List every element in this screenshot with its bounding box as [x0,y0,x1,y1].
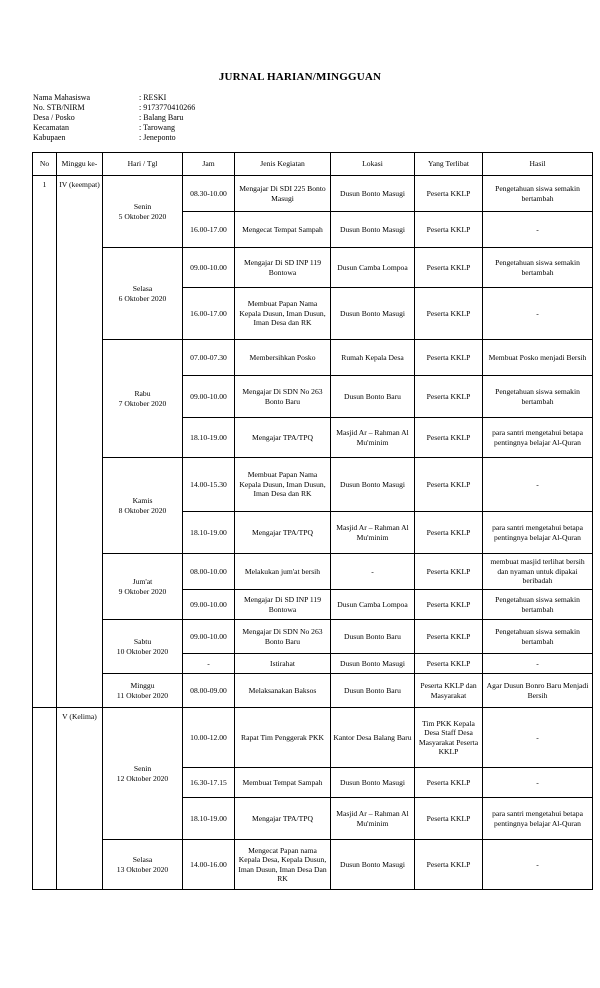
cell-hasil: Pengetahuan siswa semakin bertambah [483,248,593,288]
cell-jam: 16.00-17.00 [183,212,235,248]
cell-terlibat: Peserta KKLP [415,376,483,418]
table-row [33,708,593,768]
day-name: Selasa [132,855,153,864]
info-value: : 9173770410266 [139,103,196,112]
cell-kegiatan: Mengajar Di SDN No 263 Bonto Baru [235,620,331,654]
cell-kegiatan: Melakukan jum'at bersih [235,554,331,590]
day-name: Sabtu [133,637,152,646]
cell-terlibat: Tim PKK Kepala Desa Staff Desa Masyarakat Peserta KKLP [415,708,483,768]
cell-terlibat: Peserta KKLP [415,288,483,340]
info-value: : RESKI [139,93,167,102]
cell-hasil: Agar Dusun Bonro Baru Menjadi Bersih [483,674,593,708]
cell-jam: 09.00-10.00 [183,620,235,654]
cell-lokasi: Dusun Bonto Masugi [331,654,415,674]
info-row [33,133,195,143]
cell-kegiatan: Rapat Tim Penggerak PKK [235,708,331,768]
cell-jam: 18.10-19.00 [183,418,235,458]
cell-terlibat: Peserta KKLP [415,512,483,554]
cell-lokasi: Kantor Desa Balang Baru [331,708,415,768]
cell-kegiatan: Mengajar Di SD INP 119 Bontowa [235,590,331,620]
day-name: Selasa [132,284,153,293]
day-cell [103,248,183,340]
info-row [33,113,195,123]
cell-kegiatan: Membersihkan Posko [235,340,331,376]
cell-jam: 18.10-19.00 [183,798,235,840]
day-name: Rabu [134,389,151,398]
cell-kegiatan: Mengecat Tempat Sampah [235,212,331,248]
row-number: 1 [33,176,57,708]
day-date: 13 Oktober 2020 [116,864,169,874]
cell-hasil: para santri mengetahui betapa pentingnya belajar Al-Quran [483,512,593,554]
day-date: 9 Oktober 2020 [118,586,167,596]
header-jam: Jam [183,153,235,176]
day-cell [103,674,183,708]
cell-hasil: Membuat Posko menjadi Bersih [483,340,593,376]
cell-jam: 08.30-10.00 [183,176,235,212]
day-date: 10 Oktober 2020 [116,646,169,656]
day-name: Senin [133,764,152,773]
week-label: IV (keempat) [57,176,103,708]
header-minggu: Minggu ke- [57,153,103,176]
cell-jam: 18.10-19.00 [183,512,235,554]
page-title: JURNAL HARIAN/MINGGUAN [218,71,382,83]
cell-lokasi: - [331,554,415,590]
day-name: Senin [133,202,152,211]
cell-hasil: - [483,840,593,890]
cell-hasil: - [483,708,593,768]
cell-jam: 14.00-15.30 [183,458,235,512]
cell-lokasi: Dusun Camba Lompoa [331,248,415,288]
day-cell [103,840,183,890]
cell-lokasi: Dusun Bonto Baru [331,376,415,418]
cell-terlibat: Peserta KKLP [415,798,483,840]
info-row [33,123,195,133]
cell-terlibat: Peserta KKLP [415,840,483,890]
cell-hasil: - [483,458,593,512]
cell-hasil: - [483,768,593,798]
student-info [33,93,195,143]
info-value: : Tarowang [139,123,175,132]
day-name: Minggu [130,681,155,690]
cell-lokasi: Rumah Kepala Desa [331,340,415,376]
cell-kegiatan: Mengajar TPA/TPQ [235,418,331,458]
cell-hasil: Pengetahuan siswa semakin bertambah [483,176,593,212]
info-label: Kecamatan [33,123,69,132]
cell-terlibat: Peserta KKLP [415,418,483,458]
cell-kegiatan: Melaksanakan Baksos [235,674,331,708]
cell-jam: 09.00-10.00 [183,376,235,418]
day-date: 12 Oktober 2020 [116,773,169,783]
cell-kegiatan: Mengajar Di SDI 225 Bonto Masugi [235,176,331,212]
day-name: Jum'at [132,577,153,586]
table-header [33,153,593,176]
info-value: : Balang Baru [139,113,184,122]
cell-kegiatan: Mengajar Di SD INP 119 Bontowa [235,248,331,288]
cell-lokasi: Dusun Bonto Masugi [331,768,415,798]
cell-kegiatan: Membuat Papan Nama Kepala Dusun, Iman Dusun, Iman Desa dan RK [235,288,331,340]
table-row [33,458,593,512]
cell-lokasi: Dusun Bonto Masugi [331,458,415,512]
day-cell [103,458,183,554]
table-row [33,554,593,590]
info-label: Kabupaen [33,133,66,142]
header-kegiatan: Jenis Kegiatan [235,153,331,176]
cell-lokasi: Masjid Ar – Rahman Al Mu'minim [331,798,415,840]
day-cell [103,176,183,248]
day-cell [103,708,183,840]
table-row [33,674,593,708]
cell-lokasi: Dusun Bonto Masugi [331,840,415,890]
cell-hasil: - [483,288,593,340]
cell-hasil: Pengetahuan siswa semakin bertambah [483,620,593,654]
cell-kegiatan: Mengajar TPA/TPQ [235,798,331,840]
cell-jam: 10.00-12.00 [183,708,235,768]
cell-kegiatan: Membuat Tempat Sampah [235,768,331,798]
cell-lokasi: Masjid Ar – Rahman Al Mu'minim [331,418,415,458]
cell-jam: 09.00-10.00 [183,248,235,288]
cell-jam: - [183,654,235,674]
header-lokasi: Lokasi [331,153,415,176]
cell-kegiatan: Istirahat [235,654,331,674]
info-label: No. STB/NIRM [33,103,85,112]
day-name: Kamis [132,496,153,505]
cell-terlibat: Peserta KKLP [415,590,483,620]
table-row [33,340,593,376]
day-date: 11 Oktober 2020 [116,690,169,700]
info-label: Desa / Posko [33,113,75,122]
cell-kegiatan: Membuat Papan Nama Kepala Dusun, Iman Dusun, Iman Desa dan RK [235,458,331,512]
cell-lokasi: Masjid Ar – Rahman Al Mu'minim [331,512,415,554]
table-row [33,840,593,890]
cell-jam: 07.00-07.30 [183,340,235,376]
journal-table [32,152,593,890]
cell-terlibat: Peserta KKLP [415,212,483,248]
table-row [33,176,593,212]
cell-kegiatan: Mengajar Di SDN No 263 Bonto Baru [235,376,331,418]
header-hasil: Hasil [483,153,593,176]
cell-terlibat: Peserta KKLP [415,176,483,212]
cell-terlibat: Peserta KKLP dan Masyarakat [415,674,483,708]
cell-jam: 16.00-17.00 [183,288,235,340]
cell-terlibat: Peserta KKLP [415,554,483,590]
cell-hasil: - [483,212,593,248]
week-label: V (Kelima) [57,708,103,890]
cell-terlibat: Peserta KKLP [415,768,483,798]
info-label: Nama Mahasiswa [33,93,91,102]
cell-lokasi: Dusun Bonto Baru [331,620,415,654]
cell-lokasi: Dusun Camba Lompoa [331,590,415,620]
header-terlibat: Yang Terlibat [415,153,483,176]
cell-lokasi: Dusun Bonto Masugi [331,212,415,248]
row-number [33,708,57,890]
info-row [33,93,195,103]
day-cell [103,340,183,458]
cell-terlibat: Peserta KKLP [415,620,483,654]
table-row [33,620,593,654]
cell-terlibat: Peserta KKLP [415,458,483,512]
day-date: 8 Oktober 2020 [118,505,167,515]
day-cell [103,620,183,674]
cell-jam: 08.00-10.00 [183,554,235,590]
cell-kegiatan: Mengajar TPA/TPQ [235,512,331,554]
cell-lokasi: Dusun Bonto Baru [331,674,415,708]
cell-jam: 09.00-10.00 [183,590,235,620]
day-cell [103,554,183,620]
day-date: 6 Oktober 2020 [118,293,167,303]
cell-jam: 14.00-16.00 [183,840,235,890]
cell-hasil: - [483,654,593,674]
cell-jam: 08.00-09.00 [183,674,235,708]
cell-terlibat: Peserta KKLP [415,654,483,674]
header-no: No [33,153,57,176]
cell-lokasi: Dusun Bonto Masugi [331,288,415,340]
cell-hasil: Pengetahuan siswa semakin bertambah [483,376,593,418]
cell-lokasi: Dusun Bonto Masugi [331,176,415,212]
cell-hasil: para santri mengetahui betapa pentingnya belajar Al-Quran [483,798,593,840]
table-row [33,248,593,288]
cell-jam: 16.30-17.15 [183,768,235,798]
day-date: 7 Oktober 2020 [118,398,167,408]
cell-terlibat: Peserta KKLP [415,248,483,288]
cell-hasil: para santri mengetahui betapa pentingnya belajar Al-Quran [483,418,593,458]
cell-hasil: Pengetahuan siswa semakin bertambah [483,590,593,620]
info-row [33,103,195,113]
cell-kegiatan: Mengecat Papan nama Kepala Desa, Kepala Dusun, Iman Dusun, Iman Desa Dan RK [235,840,331,890]
cell-hasil: membuat masjid terlihat bersih dan nyaman untuk dipakai beribadah [483,554,593,590]
day-date: 5 Oktober 2020 [118,211,167,221]
info-value: : Jeneponto [139,133,176,142]
cell-terlibat: Peserta KKLP [415,340,483,376]
header-hari: Hari / Tgl [103,153,183,176]
